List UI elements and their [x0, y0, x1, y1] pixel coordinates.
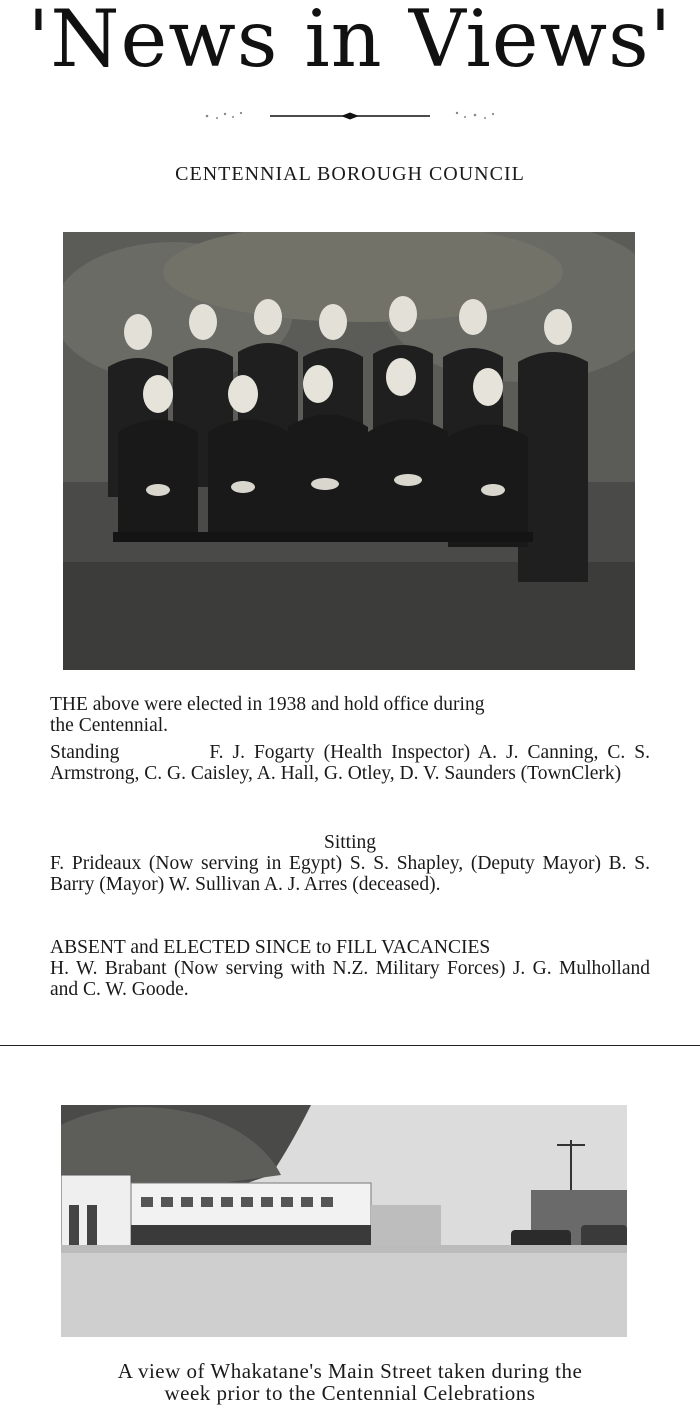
standing-label: Standing	[50, 742, 120, 763]
ornament-divider	[195, 104, 505, 128]
caption-standing	[50, 742, 650, 784]
caption-line: A view of Whakatane's Main Street taken during the	[117, 1359, 583, 1383]
sitting-names: F. Prideaux (Now serving in Egypt) S. S. Shapley, (Deputy Mayor) B. S. Barry (Mayor) W. Sullivan A. J. Arres (deceased).	[50, 853, 650, 895]
masthead-title: 'News in Views'	[27, 0, 673, 85]
caption-absent	[50, 937, 650, 1000]
caption-intro	[50, 694, 650, 736]
sitting-label: Sitting	[323, 832, 377, 853]
caption-intro-line: THE above were elected in 1938 and hold office during	[50, 694, 485, 715]
absent-names: H. W. Brabant (Now serving with N.Z. Military Forces) J. G. Mulholland and C. W. Goode.	[50, 958, 650, 1000]
street-photo-caption	[40, 1360, 660, 1404]
council-group-photo	[63, 232, 635, 670]
standing-names: F. J. Fogarty (Health Inspector) A. J. Canning, C. S. Armstrong, C. G. Caisley, A. Hall, G. Otley, D. V. Saunders (TownClerk)	[50, 742, 650, 784]
absent-label: ABSENT and ELECTED SINCE to FILL VACANCIES	[50, 937, 491, 958]
caption-sitting	[50, 832, 650, 895]
caption-line: week prior to the Centennial Celebrations	[164, 1381, 536, 1405]
caption-intro-line: the Centennial.	[50, 715, 169, 736]
section-title: CENTENNIAL BOROUGH COUNCIL	[175, 163, 525, 185]
section-divider	[0, 1045, 700, 1046]
main-street-photo	[61, 1105, 627, 1337]
